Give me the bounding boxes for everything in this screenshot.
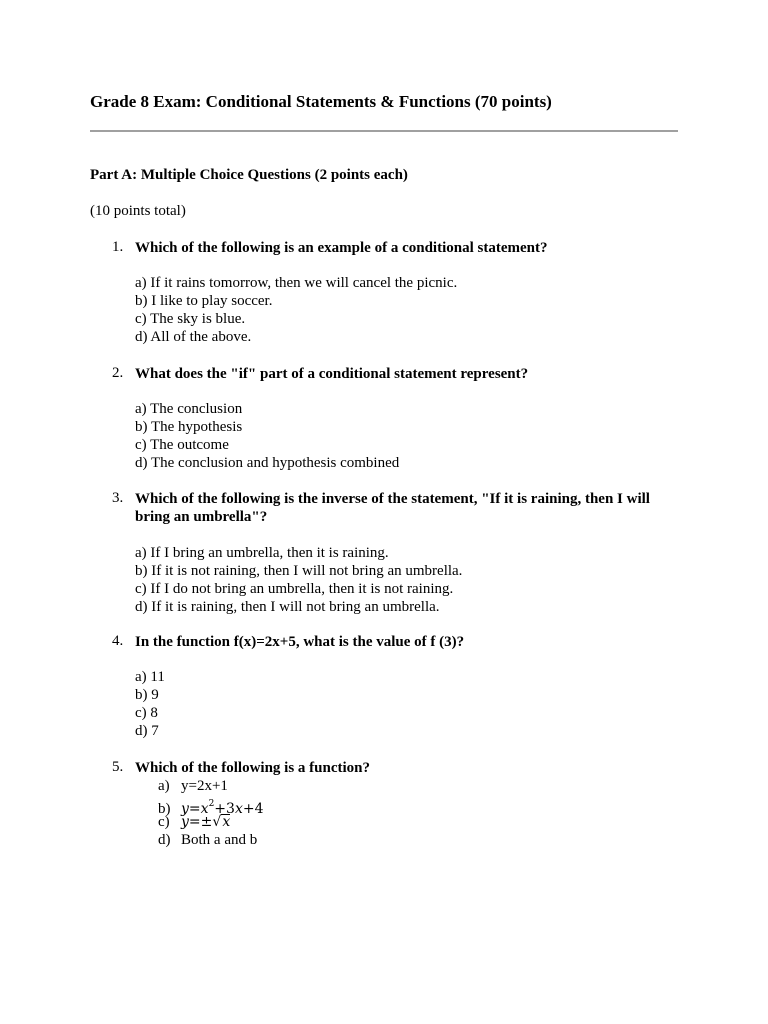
answer-options (158, 777, 263, 849)
option-c: c) The sky is blue. (135, 311, 246, 327)
option-b: b) If it is not raining, then I will not bring an umbrella. (135, 563, 463, 579)
option-d: d) If it is raining, then I will not bring an umbrella. (135, 599, 440, 615)
option-b: b) I like to play soccer. (135, 293, 273, 309)
option-d: d) All of the above. (135, 329, 252, 345)
option-label: a) (158, 778, 170, 794)
math-radicand: x (222, 814, 231, 830)
option-a: a) If it rains tomorrow, then we will cancel the picnic. (135, 275, 458, 291)
question-number: 5. (112, 759, 124, 775)
option-c: c) 8 (135, 705, 158, 721)
math-var-y: y (181, 814, 189, 830)
equation-sqrt (181, 814, 230, 830)
question-text: Which of the following is a function? (135, 760, 371, 776)
page-title: Grade 8 Exam: Conditional Statements & Functions (70 points) (90, 92, 552, 111)
math-term: +3 (214, 801, 235, 817)
option-a: a) If I bring an umbrella, then it is raining. (135, 545, 389, 561)
sqrt-icon: √ (212, 814, 222, 830)
option-c: c) If I do not bring an umbrella, then it is not raining. (135, 581, 454, 597)
math-var-x: x (234, 801, 243, 817)
question-number: 1. (112, 239, 124, 255)
math-var-x: x (200, 801, 209, 817)
option-text: Both a and b (181, 832, 258, 848)
question-text: Which of the following is the inverse of the statement, "If it is raining, then I will bring an umbrella"? (135, 491, 650, 525)
option-label: d) (158, 832, 171, 848)
option-b: b) The hypothesis (135, 419, 243, 435)
option-b: b) 9 (135, 687, 159, 703)
answer-options (135, 274, 457, 346)
math-term: +4 (242, 801, 264, 817)
title-divider (90, 130, 678, 132)
option-b (158, 795, 264, 817)
question-text: Which of the following is an example of a conditional statement? (135, 240, 548, 256)
math-var-y: y (181, 801, 189, 817)
math-equals: = (188, 801, 201, 817)
option-d: d) 7 (135, 723, 159, 739)
option-label: b) (158, 801, 171, 817)
question-text: What does the "if" part of a conditional statement represent? (135, 366, 529, 382)
question-number: 3. (112, 490, 124, 506)
option-text: y=2x+1 (181, 778, 228, 794)
answer-options (135, 668, 165, 740)
part-a-total: (10 points total) (90, 203, 186, 219)
option-a (158, 777, 263, 795)
option-d (158, 831, 263, 849)
math-exponent: 2 (208, 799, 215, 809)
question-number: 4. (112, 633, 124, 649)
option-d: d) The conclusion and hypothesis combined (135, 455, 400, 471)
answer-options (135, 544, 462, 616)
part-a-heading: Part A: Multiple Choice Questions (2 points each) (90, 167, 408, 183)
option-label: c) (158, 814, 170, 830)
math-equals-plus-minus: =± (188, 814, 213, 830)
option-a: a) 11 (135, 669, 165, 685)
option-c: c) The outcome (135, 437, 229, 453)
question-text: In the function f(x)=2x+5, what is the value of f (3)? (135, 634, 465, 650)
answer-options (135, 400, 399, 472)
question-number: 2. (112, 365, 124, 381)
option-a: a) The conclusion (135, 401, 243, 417)
